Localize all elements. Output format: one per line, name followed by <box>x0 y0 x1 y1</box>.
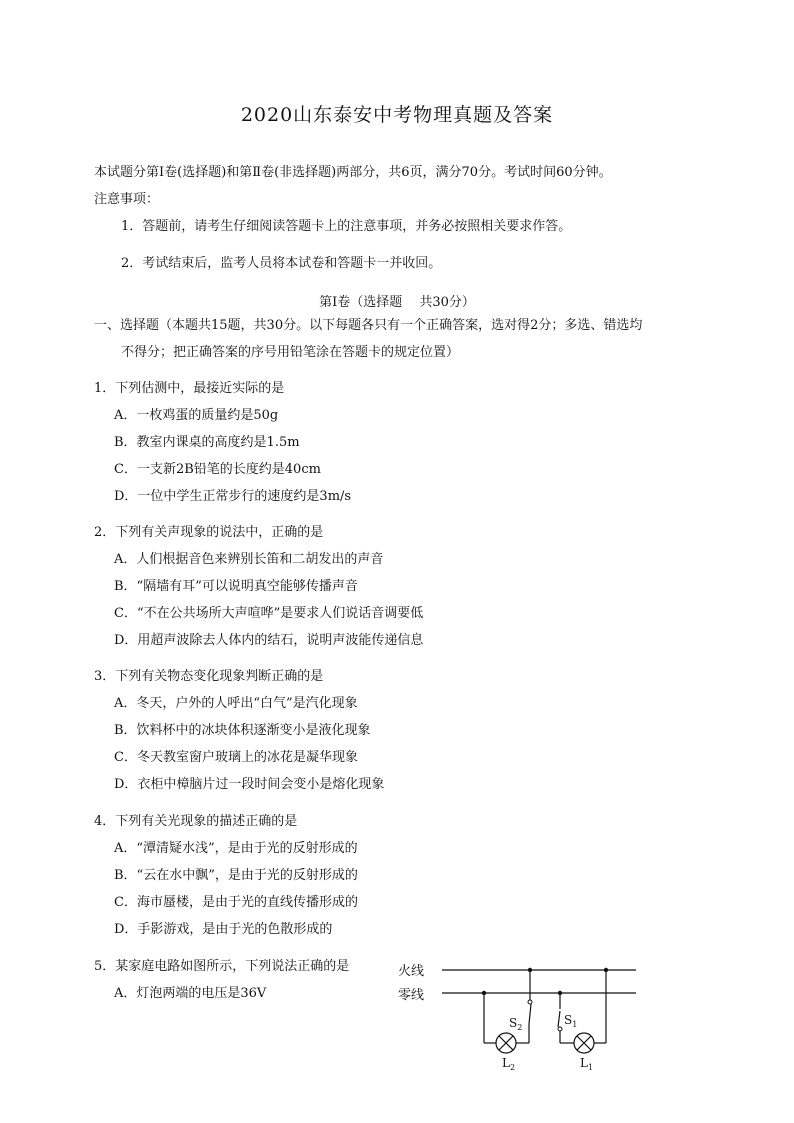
switch-s1-label: $S_1$ <box>564 1013 578 1029</box>
question-stem: 2．下列有关声现象的说法中，正确的是 <box>94 525 324 540</box>
question-option: A．冬天，户外的人呼出“白气”是汽化现象 <box>114 696 358 711</box>
question-option: C．海市蜃楼，是由于光的直线传播形成的 <box>114 895 358 910</box>
question-option: C．冬天教室窗户玻璃上的冰花是凝华现象 <box>114 750 358 765</box>
intro-text: 本试题分第Ⅰ卷(选择题)和第Ⅱ卷(非选择题)两部分，共6页，满分70分。考试时间60分钟。 <box>94 165 612 180</box>
page-title: 2020山东泰安中考物理真题及答案 <box>240 104 554 126</box>
question-option: D．衣柜中樟脑片过一段时间会变小是熔化现象 <box>114 777 385 792</box>
question-option: A．一枚鸡蛋的质量约是50g <box>114 408 279 423</box>
question-option: D．一位中学生正常步行的速度约是3m/s <box>114 489 352 504</box>
junction-dot <box>482 991 486 995</box>
junction-dot <box>558 991 562 995</box>
lamp-l2-icon <box>496 1033 516 1053</box>
part-instructions-cont: 不得分；把正确答案的序号用铅笔涂在答题卡的规定位置） <box>121 345 460 360</box>
question-stem: 3．下列有关物态变化现象判断正确的是 <box>94 669 324 684</box>
section-heading: 第Ⅰ卷（选择题 共30分） <box>319 295 475 310</box>
question-stem: 4．下列有关光现象的描述正确的是 <box>94 814 298 829</box>
notes-heading: 注意事项： <box>94 192 160 207</box>
switch-s2-label: $S_2$ <box>509 1016 523 1032</box>
question-stem: 1．下列估测中，最接近实际的是 <box>94 381 285 396</box>
question-option: C．一支新2B铅笔的长度约是40cm <box>114 462 321 477</box>
question-stem: 5．某家庭电路如图所示，下列说法正确的是 <box>94 959 350 974</box>
question-option: C．“不在公共场所大声喧哗”是要求人们说话音调要低 <box>114 606 424 621</box>
lamp-l2-label: $L_2$ <box>502 1056 516 1072</box>
question-option: B．“隔墙有耳”可以说明真空能够传播声音 <box>114 579 358 594</box>
question-option: A．人们根据音色来辨别长笛和二胡发出的声音 <box>114 552 384 567</box>
switch-s1-blade <box>558 1011 560 1027</box>
question-option: A．“潭清疑水浅”，是由于光的反射形成的 <box>114 841 358 856</box>
switch-s2-blade <box>529 1004 531 1024</box>
note-item: 1．答题前，请考生仔细阅读答题卡上的注意事项，并务必按照相关要求作答。 <box>121 219 572 234</box>
question-option: D．手影游戏，是由于光的色散形成的 <box>114 922 333 937</box>
junction-dot <box>528 968 532 972</box>
question-option: B．饮料杯中的冰块体积逐渐变小是液化现象 <box>114 723 371 738</box>
part-instructions: 一、选择题（本题共15题，共30分。以下每题各只有一个正确答案，选对得2分；多选、错选均 <box>94 318 643 333</box>
circuit-diagram <box>390 955 650 1075</box>
live-wire-label: 火线 <box>398 964 425 979</box>
question-option: B．“云在水中飘”，是由于光的反射形成的 <box>114 868 358 883</box>
neutral-wire-label: 零线 <box>398 988 425 1003</box>
lamp-l1-label: $L_1$ <box>580 1056 594 1072</box>
note-item: 2．考试结束后，监考人员将本试卷和答题卡一并收回。 <box>121 256 442 271</box>
lamp-l1-icon <box>574 1033 594 1053</box>
junction-dot <box>604 968 608 972</box>
question-option: D．用超声波除去人体内的结石，说明声波能传递信息 <box>114 633 424 648</box>
question-option: A．灯泡两端的电压是36V <box>114 986 267 1001</box>
question-option: B．教室内课桌的高度约是1.5m <box>114 435 300 450</box>
